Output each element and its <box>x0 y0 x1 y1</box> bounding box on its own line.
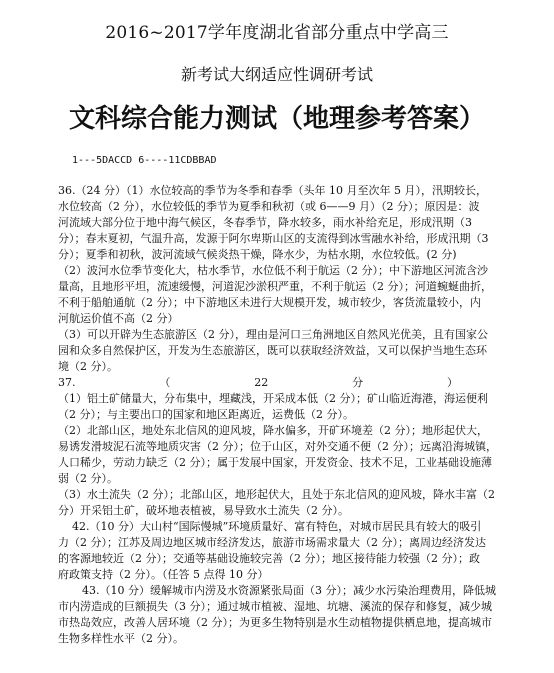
text-line: 分）开采铝土矿，破坏地表植被，易导致水土流失（2 分）。 <box>58 504 349 517</box>
text-line: 的客源地较近（2 分）；交通等基础设施较完善（2 分）；地区接待能力较强（2 分）；政 <box>58 552 480 565</box>
text-line: （3）水土流失（2 分）；北部山区，地形起伏大，且处于东北信风的迎风坡，降水丰富（2 <box>58 488 495 501</box>
text-line: 水位较高（2 分），水位较低的季节为夏季和秋初（或 6——9 月）（2 分）；原因是：波 <box>58 200 480 213</box>
q36-part1 <box>58 183 504 263</box>
header-line-1: 2016~2017学年度湖北省部分重点中学高三 <box>105 23 449 43</box>
page-title: 文科综合能力测试（地理参考答案） <box>68 104 485 134</box>
header-line-2: 新考试大纲适应性调研考试 <box>180 65 373 84</box>
text-line: 府政策支持（2 分）。（任答 5 点得 10 分） <box>58 568 269 581</box>
text-line: 人口稀少，劳动力缺乏（2 分）；属于发展中国家，开发资金、技术不足，工业基础设施薄 <box>58 456 492 469</box>
text-line: 分）；春末夏初，气温升高，发源于阿尔卑斯山区的支流得到冰雪融水补给，形成汛期（3 <box>58 232 489 245</box>
text-line: 境（2 分）。 <box>58 360 118 373</box>
answer-body <box>58 183 504 647</box>
text-line: （3）可以开辟为生态旅游区（2 分），理由是河口三角洲地区自然风光优美，且有国家公 <box>58 328 488 341</box>
q37-heading <box>58 375 458 391</box>
q37-part1 <box>58 391 504 423</box>
text-line: 36.（24 分）（1）水位较高的季节为冬季和春季（头年 10 月至次年 5 月），汛期较长， <box>58 184 487 197</box>
text-line: 市内涝造成的巨额损失（3 分）；通过城市植被、湿地、坑塘、溪流的保存和修复，减少城 <box>58 600 492 613</box>
text-line: 易诱发滑坡泥石流等地质灾害（2 分）；位于山区，对外交通不便（2 分）；远离沿海城镇， <box>58 440 497 453</box>
text-line: 生物多样性水平（2 分）。 <box>58 632 184 645</box>
text-line: 43.（10 分）缓解城市内涝及水资源紧张局面（3 分）；减少水污染治理费用，降低城 <box>82 584 496 597</box>
text-line: 河航运价值不高（2 分） <box>58 312 179 325</box>
q37-open-paren: （ <box>159 376 171 389</box>
text-line: 力（2 分）；江苏及周边地区城市经济发达，旅游市场需求量大（2 分）；离周边经济发达 <box>58 536 486 549</box>
text-line: 不利于船舶通航（2 分）；中下游地区未进行大规模开发，城市较少，客货流量较小，内 <box>58 296 481 309</box>
text-line: 市热岛效应，改善人居环境（2 分）；为更多生物特别是水生动植物提供栖息地，提高城市 <box>58 616 492 629</box>
text-line: 弱（2 分）。 <box>58 472 118 485</box>
q42-answer <box>58 519 504 583</box>
text-line: （2）北部山区，地处东北信风的迎风坡，降水偏多，开矿环境差（2 分）；地形起伏大， <box>58 424 488 437</box>
text-line: 量高，且地形平坦，流速缓慢，河道泥沙淤积严重，不利于航运（2 分）；河道蜿蜒曲折， <box>58 280 492 293</box>
q37-score: 22 <box>254 376 269 389</box>
q37-part3 <box>58 487 504 519</box>
text-line: 园和众多自然保护区，开发为生态旅游区，既可以获取经济效益，又可以保护当地生态环 <box>58 344 487 357</box>
q37-close-paren: ） <box>447 376 458 389</box>
q37-part2 <box>58 423 504 487</box>
text-line: （1）铝土矿储量大，分布集中，埋藏浅，开采成本低（2 分）；矿山临近海港，海运便利 <box>58 392 488 405</box>
q37-number: 37. <box>58 376 76 389</box>
text-line: （2）波河水位季节变化大，枯水季节，水位低不利于航运（2 分）；中下游地区河流含沙 <box>58 264 488 277</box>
text-line: （2 分）；与主要出口的国家和地区距离近，运费低（2 分）。 <box>58 408 354 421</box>
q36-part3 <box>58 327 504 375</box>
text-line: 河流域大部分位于地中海气候区，冬春季节，降水较多，雨水补给充足，形成汛期（3 <box>58 216 472 229</box>
text-line: 42.（10 分）大山村“国际慢城”环境质量好、富有特色，对城市居民具有较大的吸引 <box>72 520 482 533</box>
q36-part2 <box>58 263 504 327</box>
text-line: 分）；夏季和初秋，波河流域气候炎热干燥，降水少，为枯水期，水位较低。(2 分) <box>58 248 457 261</box>
q43-answer <box>58 583 504 647</box>
multiple-choice-answers: 1---5DACCD 6----11CDBBAD <box>72 155 217 166</box>
q37-unit: 分 <box>352 376 364 389</box>
